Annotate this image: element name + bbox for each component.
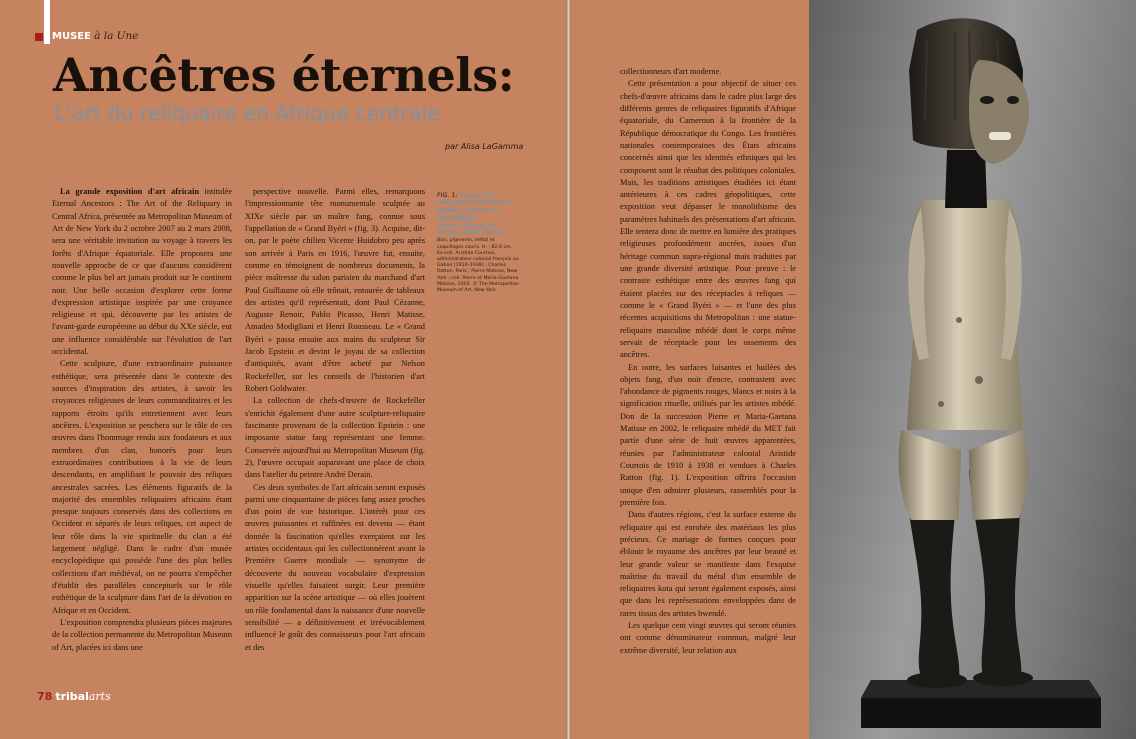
paragraph-text: intitulée Eternal Ancestors : The Art of the Reliquary in Central Africa, présentée au Metropolitan Museum of Art de New York du 2 octobre 2007 au 2 mars 2008, sera une véritable invitation au voyage à travers les forêts d'Afrique équatoriale. Elle proposera une nouvelle approche de ce que d'aucuns considèrent comme le plus bel art jamais produit sur le continent noir. Une belle occasion d'explorer cette forme d'expression artistique inspirée par une croyance religieuse et qui, découverte par les artistes de l'avant-garde européenne au début du XXe siècle, eut une influence considérable sur l'évolution de l'art occidental. bbox=[52, 187, 232, 357]
paragraph bbox=[245, 395, 425, 481]
paragraph-text: Ces deux symboles de l'art africain seront exposés parmi une cinquantaine de pièces fang assez proches d'un point de vue historique. L'intérêt pour ces œuvres puissantes et raffinées est devenu — étant donnée la fascination qu'elles exerçaient sur les artistes occidentaux qui les collectionnèrent avant la Première Guerre mondiale — synonyme de découverte du nouveau vocabulaire d'expression visuelle qu'elles faisaient surgir. Leur première apparition sur la scène artistique — où elles jouèrent un rôle fondamental dans la naissance d'une nouvelle sensibilité — a définitivement et irrévocablement influencé le goût des connaisseurs pour l'art africain et des bbox=[245, 482, 425, 652]
caption-details: Bois, pigments, métal et coquillages cauris. H. : 82,6 cm. Ex-coll. Aristide Courtois, administrateur colonial français au Gabon (1910–1938) ; Charles Ratton, Paris ; Pierre Matisse, New York ; coll. Pierre et Marie-Gaetana Matisse, 2002. © The Metropolitan Museum of Art, New York. bbox=[437, 238, 519, 294]
paragraph-text: Dans d'autres régions, c'est la surface externe du reliquaire qui est enrobée des matériaux les plus précieux. Ce mariage de formes conçues pour éblouir le royaume des ancêtres par leur beauté et leur grande valeur se manifeste dans l'exquise maîtrise du travail du métal d'un ensemble de reliquaires kota qui seront également exposés, ainsi que dans les représentations enveloppées dans de rares tissus des artistes bwendé. bbox=[620, 510, 796, 618]
paragraph bbox=[620, 66, 796, 78]
paragraph bbox=[52, 186, 232, 358]
top-white-bar bbox=[44, 0, 50, 44]
paragraph-text: perspective nouvelle. Parmi elles, remarquons l'impressionnante tête monumentale sculptée au XIXe siècle par un maître fang, connue sous l'appellation de « Grand Byéri » (fig. 3). Acquise, dit-on, par le poète chilien Vicente Huidobro peu après son arrivée à Paris en 1916, l'œuvre fut, ensuite, comme en témoignent de nombreux documents, la pièce maîtresse du salon parisien du marchand d'art Paul Guillaume où elle trônait, entourée de tableaux des artistes qu'il représentait, dont Paul Cézanne, Auguste Renoir, Pablo Picasso, Henri Matisse, Amadeo Modigliani et Henri Rousseau. Le « Grand Byéri » passa ensuite aux mains du sculpteur Sir Jacob Epstein et devint le joyau de sa collection d'antiquités, avant d'être acheté par Nelson Rockefeller, sur les conseils de l'historien d'art Robert Goldwater. bbox=[245, 187, 425, 393]
left-page bbox=[0, 0, 566, 739]
paragraph bbox=[245, 482, 425, 654]
section-heading bbox=[52, 30, 139, 42]
paragraph bbox=[620, 362, 796, 510]
paragraph-text: La collection de chefs-d'œuvre de Rockefeller s'enrichit également d'une autre sculpture-reliquaire fascinante provenant de la collection Epstein : une imposante statue fang représentant une femme. Conservée aujourd'hui au Metropolitan Museum (fig. 2), l'œuvre occupait auparavant une place de choix dans l'atelier du peintre André Derain. bbox=[245, 396, 425, 480]
caption-title bbox=[437, 192, 520, 236]
reliquary-figure-image bbox=[809, 0, 1136, 739]
paragraph-text: collectionneurs d'art moderne. bbox=[620, 67, 722, 76]
paragraph-text: L'exposition comprendra plusieurs pièces majeures de la collection permanente du Metropolitan Museum of Art, placées ici dans une bbox=[52, 617, 232, 652]
paragraph bbox=[620, 620, 796, 657]
article-subtitle: L'art du reliquaire en Afrique centrale bbox=[55, 101, 440, 125]
paragraph-text: Cette présentation a pour objectif de situer ces chefs-d'œuvre africains dans le cadre plus large des différents genres de reliquaires figuratifs d'Afrique équatoriale, du Cameroun à la frontière de la République démocratique du Congo. Les frontières nationales contemporaines des États africains concernés ainsi que les identités ethniques qui les composent sont le résultat des politiques coloniales. Mais, les traditions artistiques étudiées ici étant antérieures à ces cadres géopolitiques, cette exposition veut dépasser le monolithisme des paramètres habituels des présentations d'art africain. Elle tentera donc de mettre en lumière des pratiques religieuses profondément ancrées, issues d'un héritage commun supra-régional mais traduites par une grande diversité artistique. Pour preuve : le contraste esthétique entre des œuvres fang qui étaient placées sur des réceptacles à reliques — comme le « Grand Byéri » — et l'une des plus récentes acquisitions du Metropolitan : une statue-reliquaire masculine mbédé dont le corps même servait de réceptacle pour les ossements des ancêtres. bbox=[620, 79, 796, 360]
paragraph bbox=[52, 617, 232, 654]
lead-text: La grande exposition d'art africain bbox=[60, 187, 199, 196]
brand-italic: arts bbox=[88, 690, 111, 703]
paragraph-text: En outre, les surfaces luisantes et huilées des objets fang, d'un noir d'encre, contrastent avec l'abondance de pigments rouges, blancs et noirs à la signification rituelle, utilisés par les artistes mbédé. Don de la succession Pierre et Maria-Gaetana Matisse en 2002, le reliquaire mbédé du MET fait partie d'une série de huit œuvres apparentées, réunies par l'administrateur colonial Aristide Courtois de 1910 à 1938 et vendues à Charles Ratton (fig. 1). L'exposition offrira l'occasion unique d'en admirer plusieurs, rassemblés pour la première fois. bbox=[620, 362, 796, 507]
section-label: MUSEE bbox=[52, 31, 91, 42]
paragraph-text: Cette sculpture, d'une extraordinaire puissance esthétique, sera présentée dans le contexte des sources d'inspiration des artistes, à savoir les croyances religieuses de leurs commanditaires et les rapports étroits qu'ils entretiennent avec leurs ancêtres. L'exposition se penchera sur le rôle de ces œuvres dans l'hommage rendu aux fondateurs et aux membres d'un clan, honorés pour leurs extraordinaires contributions à la vie de leurs descendants, en amplifiant le pouvoir des reliques ancestrales sacrées. Les éléments figuratifs de la majorité des ensembles reliquaires africains étant presque toujours conservés dans des collections en Occident et séparés de leurs reliques, cet aspect de leur rôle dans la vie spirituelle du clan a été largement négligé. Dans le cadre d'un musée encyclopédique qui possède l'une des plus belles collections d'art médiéval, on ne pourra s'empêcher d'établir des parallèles conceptuels sur le rôle esthétique de la sculpture dans l'art de la dévotion en Afrique et en Occident. bbox=[52, 359, 232, 615]
paragraph bbox=[620, 78, 796, 361]
section-marker bbox=[35, 33, 43, 41]
page-footer bbox=[37, 690, 111, 703]
page-number: 78 bbox=[37, 690, 53, 703]
text-column-1 bbox=[52, 186, 232, 694]
caption-title-text: Figure de reliquaire masculine. Mbédé, Gabon ou République démocratique du Congo, XIXe siècle. bbox=[437, 192, 512, 237]
text-column-2 bbox=[245, 186, 425, 696]
caption-label: FIG. 1: bbox=[437, 192, 458, 199]
figure-caption bbox=[437, 192, 520, 294]
byline: par Alisa LaGamma bbox=[445, 142, 524, 151]
section-sublabel: à la Une bbox=[94, 30, 139, 42]
paragraph bbox=[620, 509, 796, 620]
text-column-3 bbox=[620, 66, 796, 696]
reliquary-figure-photo bbox=[809, 0, 1136, 739]
paragraph-text: Les quelque cent vingt œuvres qui seront réunies ont comme dénominateur commun, malgré leur extrême diversité, leur relation aux bbox=[620, 621, 796, 655]
paragraph bbox=[52, 358, 232, 617]
paragraph bbox=[245, 186, 425, 395]
brand-bold: tribal bbox=[55, 690, 89, 703]
article-title: Ancêtres éternels: bbox=[53, 48, 515, 102]
